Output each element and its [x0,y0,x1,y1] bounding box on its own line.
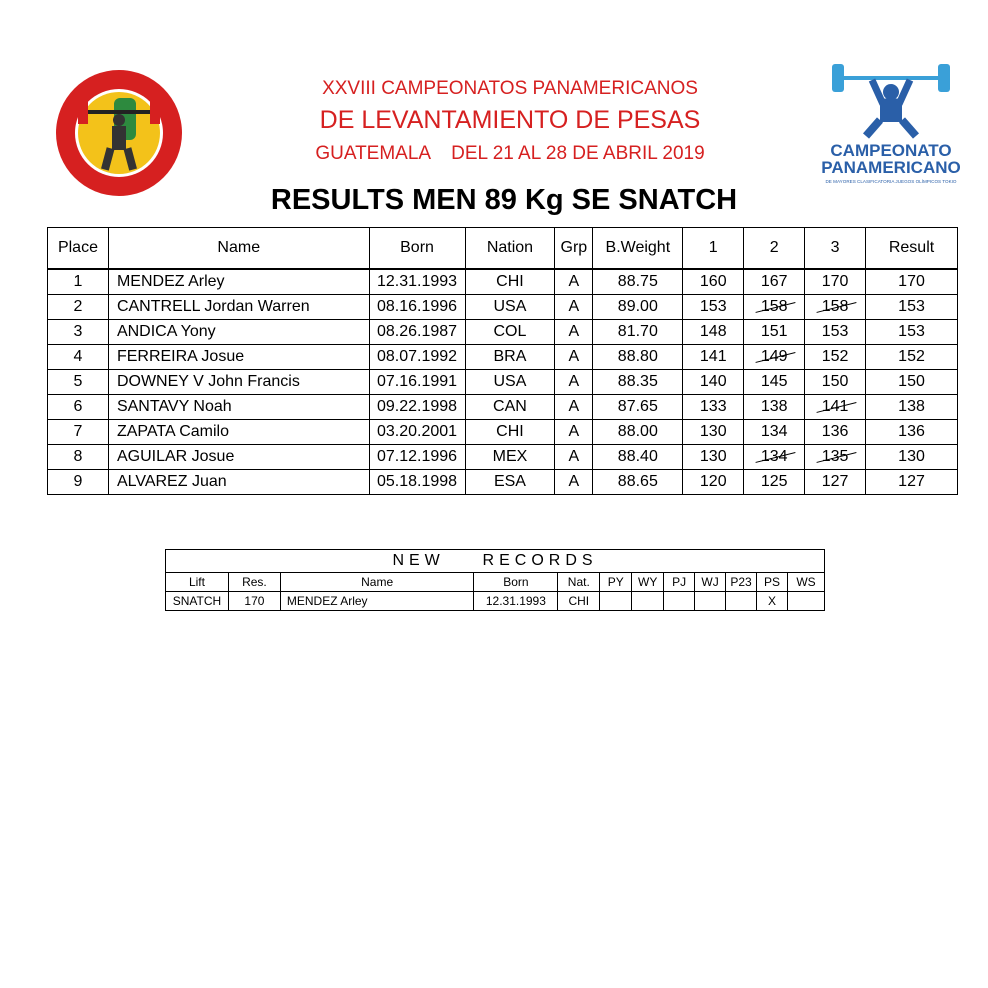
born-value: 03.20.2001 [376,423,458,440]
bodyweight-value: 88.75 [617,273,658,290]
record-lift-cell: SNATCH [166,592,229,611]
name-value: CANTRELL Jordan Warren [116,298,310,315]
attempt-2-cell [744,269,805,295]
place-value: 1 [73,273,83,290]
record-res-cell: 170 [228,592,280,611]
group-value: A [568,323,580,340]
missed-attempt-value: 158 [760,298,788,315]
result-value: 153 [898,323,925,340]
born-cell [369,295,465,320]
attempt-3-cell [805,395,866,420]
result-cell [866,395,958,420]
campeonato-panamericano-logo-icon [822,62,960,192]
attempt-3-cell [805,320,866,345]
nation-cell [465,445,555,470]
records-header-row [166,573,825,592]
group-value: A [568,398,580,415]
bodyweight-cell [593,370,683,395]
nation-cell [465,420,555,445]
name-value: SANTAVY Noah [116,398,232,415]
place-value: 5 [73,373,83,390]
result-value: 153 [898,298,925,315]
born-value: 09.22.1998 [376,398,458,415]
table-row [48,420,958,445]
nation-cell [465,320,555,345]
missed-attempt-value: 134 [760,448,788,465]
attempt-3-value: 150 [821,373,849,390]
attempt-2-cell [744,320,805,345]
table-row [48,395,958,420]
page-title: RESULTS MEN 89 Kg SE SNATCH [270,184,738,216]
results-column-header: Name [108,228,369,270]
record-ps-cell: X [757,592,788,611]
missed-attempt-value: 135 [821,448,849,465]
born-value: 05.18.1998 [376,473,458,490]
table-row [48,445,958,470]
bodyweight-value: 88.80 [617,348,658,365]
nation-cell [465,295,555,320]
record-ws-cell [787,592,824,611]
born-cell [369,345,465,370]
name-value: ANDICA Yony [116,323,216,340]
name-value: ALVAREZ Juan [116,473,227,490]
bodyweight-cell [593,320,683,345]
nation-value: ESA [493,473,526,490]
group-value: A [568,423,580,440]
attempt-1-value: 120 [699,473,727,490]
federation-seal-icon [54,68,184,198]
place-cell [48,420,109,445]
attempt-3-cell [805,295,866,320]
attempt-3-cell [805,269,866,295]
result-cell [866,370,958,395]
place-cell [48,269,109,295]
records-column-header: Res. [228,573,280,592]
attempt-3-cell [805,420,866,445]
nation-cell [465,269,555,295]
bodyweight-value: 88.00 [617,423,658,440]
attempt-2-value: 125 [760,473,788,490]
table-row [48,370,958,395]
group-cell [555,395,593,420]
attempt-2-value: 167 [760,273,788,290]
attempt-3-cell [805,370,866,395]
table-row [48,345,958,370]
attempt-1-cell [683,345,744,370]
results-column-header: Born [369,228,465,270]
results-column-header: 3 [805,228,866,270]
place-value: 2 [73,298,83,315]
table-row [48,295,958,320]
name-value: MENDEZ Arley [116,273,225,290]
place-cell [48,445,109,470]
results-column-header: Result [866,228,958,270]
attempt-1-cell [683,295,744,320]
attempt-1-cell [683,395,744,420]
attempt-2-value: 138 [760,398,788,415]
nation-value: BRA [493,348,527,365]
result-cell [866,345,958,370]
group-cell [555,445,593,470]
name-cell [108,295,369,320]
results-table [47,227,958,495]
attempt-3-value: 170 [821,273,849,290]
born-value: 07.16.1991 [376,373,458,390]
attempt-2-cell [744,295,805,320]
records-column-header: Born [474,573,558,592]
missed-attempt-value: 141 [821,398,849,415]
place-cell [48,370,109,395]
name-value: AGUILAR Josue [116,448,235,465]
group-value: A [568,373,580,390]
record-nat-cell: CHI [558,592,600,611]
place-value: 7 [73,423,83,440]
result-value: 170 [898,273,925,290]
born-value: 12.31.1993 [376,273,458,290]
result-value: 152 [898,348,925,365]
records-column-header: P23 [726,573,757,592]
attempt-2-cell [744,370,805,395]
group-cell [555,269,593,295]
name-cell [108,370,369,395]
result-value: 138 [898,398,925,415]
records-title: NEW RECORDS [166,550,825,573]
results-header-row [48,228,958,270]
place-cell [48,295,109,320]
group-cell [555,470,593,495]
group-cell [555,320,593,345]
results-column-header: 2 [744,228,805,270]
attempt-1-cell [683,370,744,395]
group-value: A [568,348,580,365]
group-cell [555,420,593,445]
born-cell [369,395,465,420]
record-pj-cell [664,592,695,611]
attempt-1-value: 160 [699,273,727,290]
bodyweight-cell [593,445,683,470]
name-cell [108,445,369,470]
bodyweight-value: 88.35 [617,373,658,390]
attempt-1-value: 130 [699,448,727,465]
missed-attempt-value: 149 [760,348,788,365]
attempt-2-value: 145 [760,373,788,390]
header-line-3: GUATEMALA DEL 21 AL 28 DE ABRIL 2019 [315,143,705,164]
name-value: FERREIRA Josue [116,348,245,365]
records-column-header: Nat. [558,573,600,592]
header-line-1: XXVIII CAMPEONATOS PANAMERICANOS [322,78,698,99]
name-cell [108,320,369,345]
group-cell [555,345,593,370]
results-column-header: Nation [465,228,555,270]
attempt-1-value: 140 [699,373,727,390]
result-cell [866,320,958,345]
attempt-3-value: 152 [821,348,849,365]
attempt-3-cell [805,345,866,370]
result-cell [866,470,958,495]
result-value: 136 [898,423,925,440]
nation-value: CHI [496,423,524,440]
name-cell [108,395,369,420]
bodyweight-cell [593,470,683,495]
records-column-header: PY [600,573,632,592]
bodyweight-cell [593,420,683,445]
result-value: 150 [898,373,925,390]
table-row [48,320,958,345]
bodyweight-value: 89.00 [617,298,658,315]
nation-cell [465,470,555,495]
table-row [48,470,958,495]
place-value: 3 [73,323,83,340]
record-born-cell: 12.31.1993 [474,592,558,611]
born-value: 08.07.1992 [376,348,458,365]
result-cell [866,269,958,295]
place-cell [48,320,109,345]
attempt-2-cell [744,395,805,420]
nation-value: CAN [493,398,527,415]
name-value: DOWNEY V John Francis [116,373,300,390]
record-p23-cell [726,592,757,611]
records-column-header: PS [757,573,788,592]
place-value: 8 [73,448,83,465]
results-column-header: B.Weight [593,228,683,270]
nation-value: COL [493,323,527,340]
bodyweight-cell [593,269,683,295]
attempt-2-value: 151 [760,323,788,340]
nation-cell [465,370,555,395]
nation-value: MEX [492,448,528,465]
attempt-1-value: 133 [699,398,727,415]
record-wy-cell [632,592,664,611]
group-value: A [568,448,580,465]
group-value: A [568,273,580,290]
born-cell [369,269,465,295]
born-cell [369,445,465,470]
attempt-1-cell [683,470,744,495]
attempt-1-cell [683,269,744,295]
bodyweight-cell [593,395,683,420]
born-value: 08.26.1987 [376,323,458,340]
name-cell [108,420,369,445]
place-value: 9 [73,473,83,490]
nation-value: CHI [496,273,524,290]
records-column-header: WJ [695,573,726,592]
result-cell [866,295,958,320]
attempt-1-value: 153 [699,298,727,315]
nation-value: USA [493,373,527,390]
attempt-1-cell [683,420,744,445]
missed-attempt-value: 158 [821,298,849,315]
attempt-1-cell [683,445,744,470]
record-wj-cell [695,592,726,611]
right-logo-text-1: CAMPEONATO [830,141,952,160]
attempt-2-cell [744,345,805,370]
results-column-header: Grp [555,228,593,270]
bodyweight-value: 81.70 [617,323,658,340]
bodyweight-value: 88.40 [617,448,658,465]
attempt-2-cell [744,445,805,470]
bodyweight-cell [593,345,683,370]
result-value: 130 [898,448,925,465]
attempt-3-cell [805,470,866,495]
results-column-header: Place [48,228,109,270]
bodyweight-cell [593,295,683,320]
born-cell [369,420,465,445]
place-cell [48,470,109,495]
place-cell [48,345,109,370]
born-cell [369,470,465,495]
group-cell [555,370,593,395]
attempt-1-value: 130 [699,423,727,440]
records-column-header: WY [632,573,664,592]
records-column-header: WS [787,573,824,592]
table-row [166,592,825,611]
attempt-3-value: 127 [821,473,849,490]
attempt-1-value: 141 [699,348,727,365]
bodyweight-value: 88.65 [617,473,658,490]
attempt-1-cell [683,320,744,345]
born-value: 07.12.1996 [376,448,458,465]
place-cell [48,395,109,420]
attempt-2-cell [744,420,805,445]
attempt-2-value: 134 [760,423,788,440]
attempt-3-cell [805,445,866,470]
group-cell [555,295,593,320]
result-value: 127 [898,473,925,490]
name-cell [108,470,369,495]
name-cell [108,269,369,295]
attempt-3-value: 153 [821,323,849,340]
born-cell [369,320,465,345]
right-logo-subtext: DE MAYORES CLASIFICATORIA JUEGOS OLÍMPICOS TOKIO [825,179,957,184]
records-column-header: Lift [166,573,229,592]
born-cell [369,370,465,395]
record-py-cell [600,592,632,611]
nation-cell [465,345,555,370]
records-table [165,549,825,611]
name-cell [108,345,369,370]
name-value: ZAPATA Camilo [116,423,229,440]
place-value: 6 [73,398,83,415]
attempt-2-cell [744,470,805,495]
record-name-cell: MENDEZ Arley [280,592,474,611]
group-value: A [568,473,580,490]
nation-cell [465,395,555,420]
attempt-1-value: 148 [699,323,727,340]
nation-value: USA [493,298,527,315]
records-column-header: Name [280,573,474,592]
result-cell [866,445,958,470]
result-cell [866,420,958,445]
place-value: 4 [73,348,83,365]
right-logo-text-2: PANAMERICANO [822,158,960,177]
born-value: 08.16.1996 [376,298,458,315]
records-column-header: PJ [664,573,695,592]
bodyweight-value: 87.65 [617,398,658,415]
attempt-3-value: 136 [821,423,849,440]
results-column-header: 1 [683,228,744,270]
group-value: A [568,298,580,315]
table-row [48,269,958,295]
header-line-2: DE LEVANTAMIENTO DE PESAS [319,106,701,134]
